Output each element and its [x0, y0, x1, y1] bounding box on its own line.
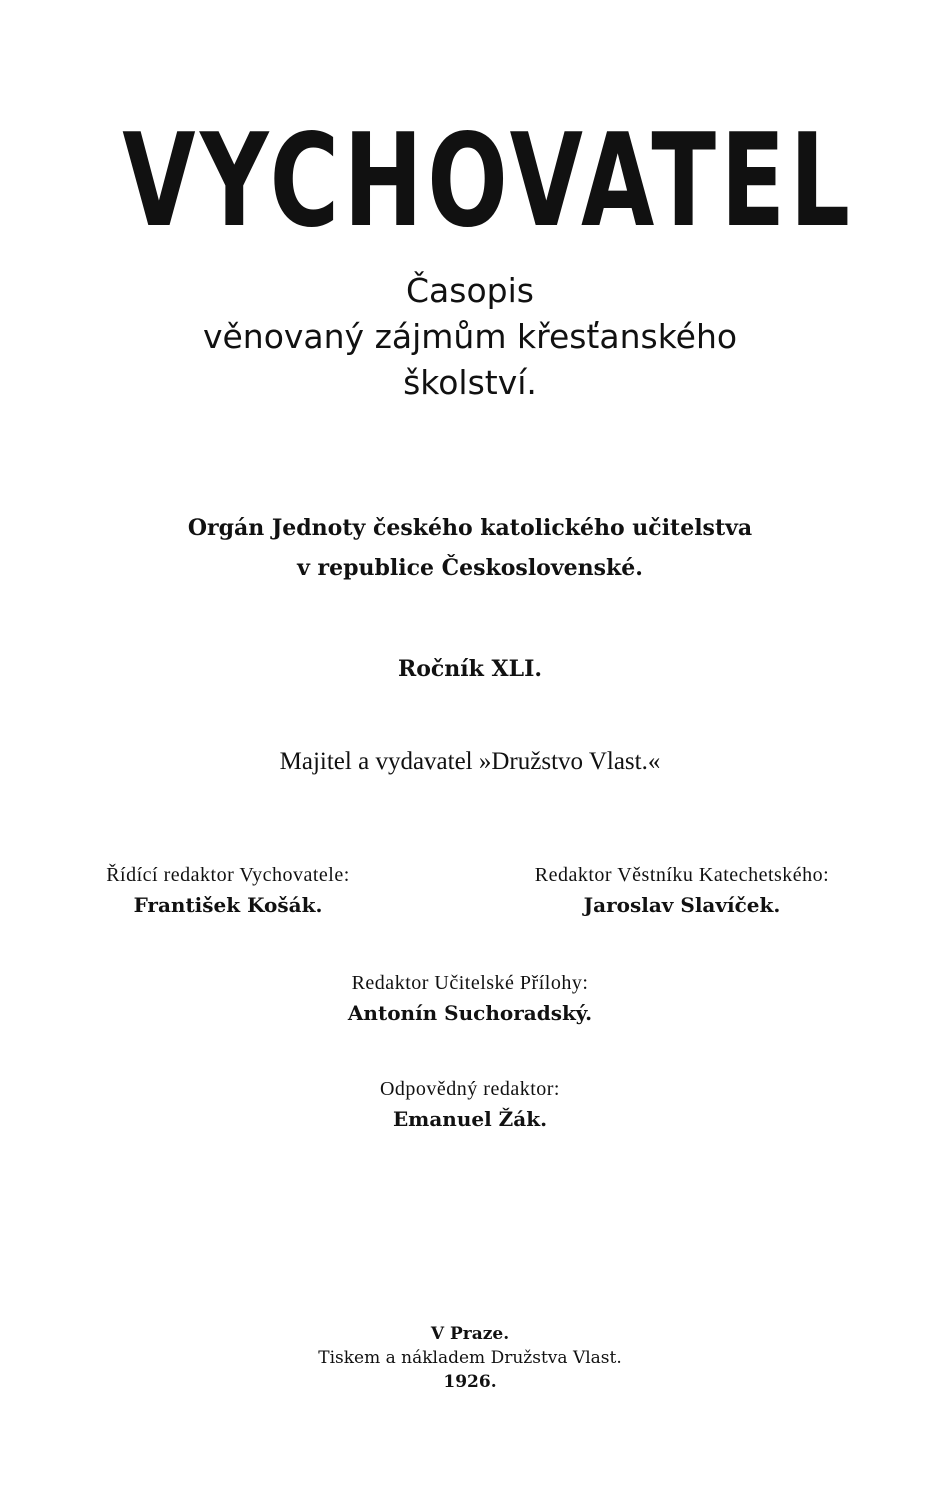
- managing-editor-name: František Košák.: [133, 893, 323, 917]
- imprint: [0, 1322, 940, 1394]
- responsible-editor-block: [0, 1074, 940, 1134]
- supplement-editor-label: Redaktor Učitelské Přílohy:: [351, 972, 589, 994]
- journal-title: VYCHOVATEL: [122, 107, 855, 256]
- catechetical-editor-name: Jaroslav Slavíček.: [583, 893, 781, 917]
- responsible-editor-name: Emanuel Žák.: [392, 1107, 548, 1131]
- imprint-printer: Tiskem a nákladem Družstva Vlast.: [318, 1348, 622, 1368]
- managing-editor-label: Řídící redaktor Vychovatele:: [106, 864, 350, 886]
- subtitle-line-2: věnovaný zájmům křesťanského: [202, 317, 738, 356]
- subtitle-line-1: Časopis: [406, 271, 534, 310]
- imprint-place: V Praze.: [430, 1324, 510, 1344]
- subtitle: [0, 268, 940, 406]
- responsible-editor-label: Odpovědný redaktor:: [379, 1078, 560, 1100]
- volume-number: Ročník XLI.: [397, 656, 543, 682]
- catechetical-editor-block: [500, 860, 864, 920]
- subtitle-line-3: školství.: [403, 363, 537, 402]
- organ-statement: [0, 508, 940, 588]
- organ-line-2: v republice Československé.: [297, 555, 643, 581]
- imprint-year: 1926.: [443, 1372, 497, 1392]
- owner-publisher: Majitel a vydavatel »Družstvo Vlast.«: [279, 748, 661, 775]
- organ-line-1: Orgán Jednoty českého katolického učitelstva: [187, 515, 753, 541]
- catechetical-editor-label: Redaktor Věstníku Katechetského:: [534, 864, 830, 886]
- supplement-editor-block: [0, 968, 940, 1028]
- managing-editor-block: [78, 860, 378, 920]
- supplement-editor-name: Antonín Suchoradský.: [347, 1001, 593, 1025]
